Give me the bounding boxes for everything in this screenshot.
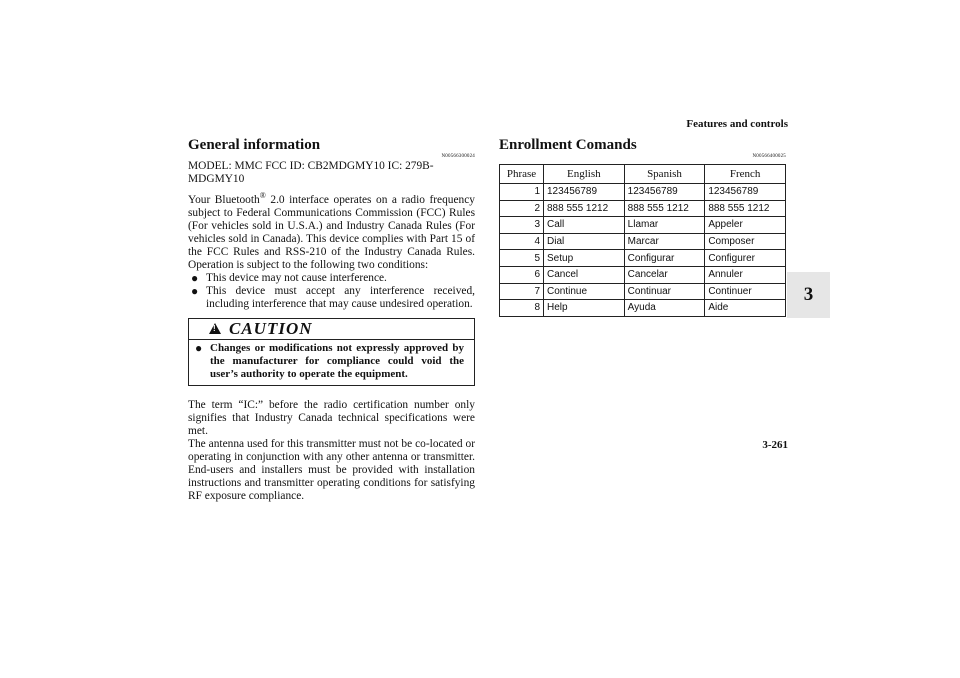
table-cell: Marcar bbox=[624, 233, 705, 250]
bullet-text: This device may not cause interference. bbox=[206, 271, 387, 284]
table-cell: 5 bbox=[500, 250, 544, 267]
table-cell: Appeler bbox=[705, 217, 786, 234]
table-cell: Ayuda bbox=[624, 300, 705, 317]
table-cell: 123456789 bbox=[544, 184, 625, 201]
column-header: English bbox=[544, 165, 625, 184]
table-row bbox=[500, 233, 786, 250]
caution-box bbox=[188, 318, 475, 386]
page-number: 3-261 bbox=[762, 439, 788, 451]
bluetooth-paragraph bbox=[188, 189, 475, 272]
table-cell: Continue bbox=[544, 283, 625, 300]
table-cell: Setup bbox=[544, 250, 625, 267]
table-cell: Help bbox=[544, 300, 625, 317]
caution-header bbox=[189, 319, 474, 340]
antenna-paragraph: The antenna used for this transmitter must not be co-located or operating in conjunction with any other antenna or transmitter. End-users and installers must be provided with installation instructions and transmitter operating conditions for satisfying RF exposure compliance. bbox=[188, 437, 475, 502]
table-cell: 123456789 bbox=[705, 184, 786, 201]
table-cell: 888 555 1212 bbox=[705, 200, 786, 217]
table-cell: Configurar bbox=[624, 250, 705, 267]
warning-triangle-icon bbox=[209, 323, 221, 334]
section-header: Features and controls bbox=[686, 118, 788, 130]
table-cell: 7 bbox=[500, 283, 544, 300]
table-cell: 888 555 1212 bbox=[544, 200, 625, 217]
column-header: Spanish bbox=[624, 165, 705, 184]
table-cell: 4 bbox=[500, 233, 544, 250]
bullet-icon: ● bbox=[191, 283, 199, 298]
table-cell: Call bbox=[544, 217, 625, 234]
bullet-item bbox=[188, 285, 475, 311]
bullet-item bbox=[188, 272, 475, 285]
table-row bbox=[500, 300, 786, 317]
table-cell: 1 bbox=[500, 184, 544, 201]
table-row bbox=[500, 250, 786, 267]
chapter-tab: 3 bbox=[787, 272, 830, 318]
table-cell: Continuer bbox=[705, 283, 786, 300]
table-cell: Cancel bbox=[544, 266, 625, 283]
table-row bbox=[500, 217, 786, 234]
table-header-row bbox=[500, 165, 786, 184]
bullet-icon: ● bbox=[195, 340, 203, 355]
table-cell: 2 bbox=[500, 200, 544, 217]
table-row bbox=[500, 266, 786, 283]
table-cell: Continuar bbox=[624, 283, 705, 300]
table-cell: Configurer bbox=[705, 250, 786, 267]
caution-item bbox=[189, 340, 474, 385]
table-row bbox=[500, 283, 786, 300]
table-cell: 3 bbox=[500, 217, 544, 234]
table-cell: 6 bbox=[500, 266, 544, 283]
table-cell: Annuler bbox=[705, 266, 786, 283]
general-information-title: General information bbox=[188, 137, 321, 153]
table-cell: Aide bbox=[705, 300, 786, 317]
column-header: French bbox=[705, 165, 786, 184]
table-cell: 123456789 bbox=[624, 184, 705, 201]
enrollment-title: Enrollment Comands bbox=[499, 137, 637, 153]
table-cell: Dial bbox=[544, 233, 625, 250]
table-row bbox=[500, 200, 786, 217]
general-information-section bbox=[188, 136, 475, 503]
table-cell: 888 555 1212 bbox=[624, 200, 705, 217]
registered-mark: ® bbox=[259, 191, 266, 200]
bluetooth-text-post: 2.0 interface operates on a radio frequency subject to Federal Communications Commission (FCC) Rules (For vehicles sold in U.S.A.) and Industry Canada Rules (For vehicles sold in Canada). This device complies with Part 15 of the FCC Rules and RSS-210 of the Industry Canada Rules. Operation is subject to the following two conditions: bbox=[188, 193, 476, 271]
enrollment-table bbox=[499, 164, 786, 317]
table-row bbox=[500, 184, 786, 201]
enrollment-section bbox=[499, 136, 786, 317]
model-text: MODEL: MMC FCC ID: CB2MDGMY10 IC: 279B-MDGMY10 bbox=[188, 160, 434, 185]
table-cell: 8 bbox=[500, 300, 544, 317]
caution-label: CAUTION bbox=[229, 318, 313, 338]
ic-paragraph: The term “IC:” before the radio certification number only signifies that Industry Canada technical specifications were met. bbox=[188, 398, 475, 437]
bluetooth-text-pre: Your Bluetooth bbox=[188, 193, 260, 206]
table-cell: Composer bbox=[705, 233, 786, 250]
section-code: N00566400025 bbox=[752, 154, 786, 159]
section-code: N00566300024 bbox=[441, 154, 475, 159]
bullet-icon: ● bbox=[191, 270, 199, 285]
table-cell: Cancelar bbox=[624, 266, 705, 283]
caution-text: Changes or modifications not expressly approved by the manufacturer for compliance could void the user’s authority to operate the equipment. bbox=[210, 341, 464, 380]
table-cell: Llamar bbox=[624, 217, 705, 234]
column-header: Phrase bbox=[500, 165, 544, 184]
bullet-text: This device must accept any interference received, including interference that may cause undesired operation. bbox=[206, 284, 475, 310]
